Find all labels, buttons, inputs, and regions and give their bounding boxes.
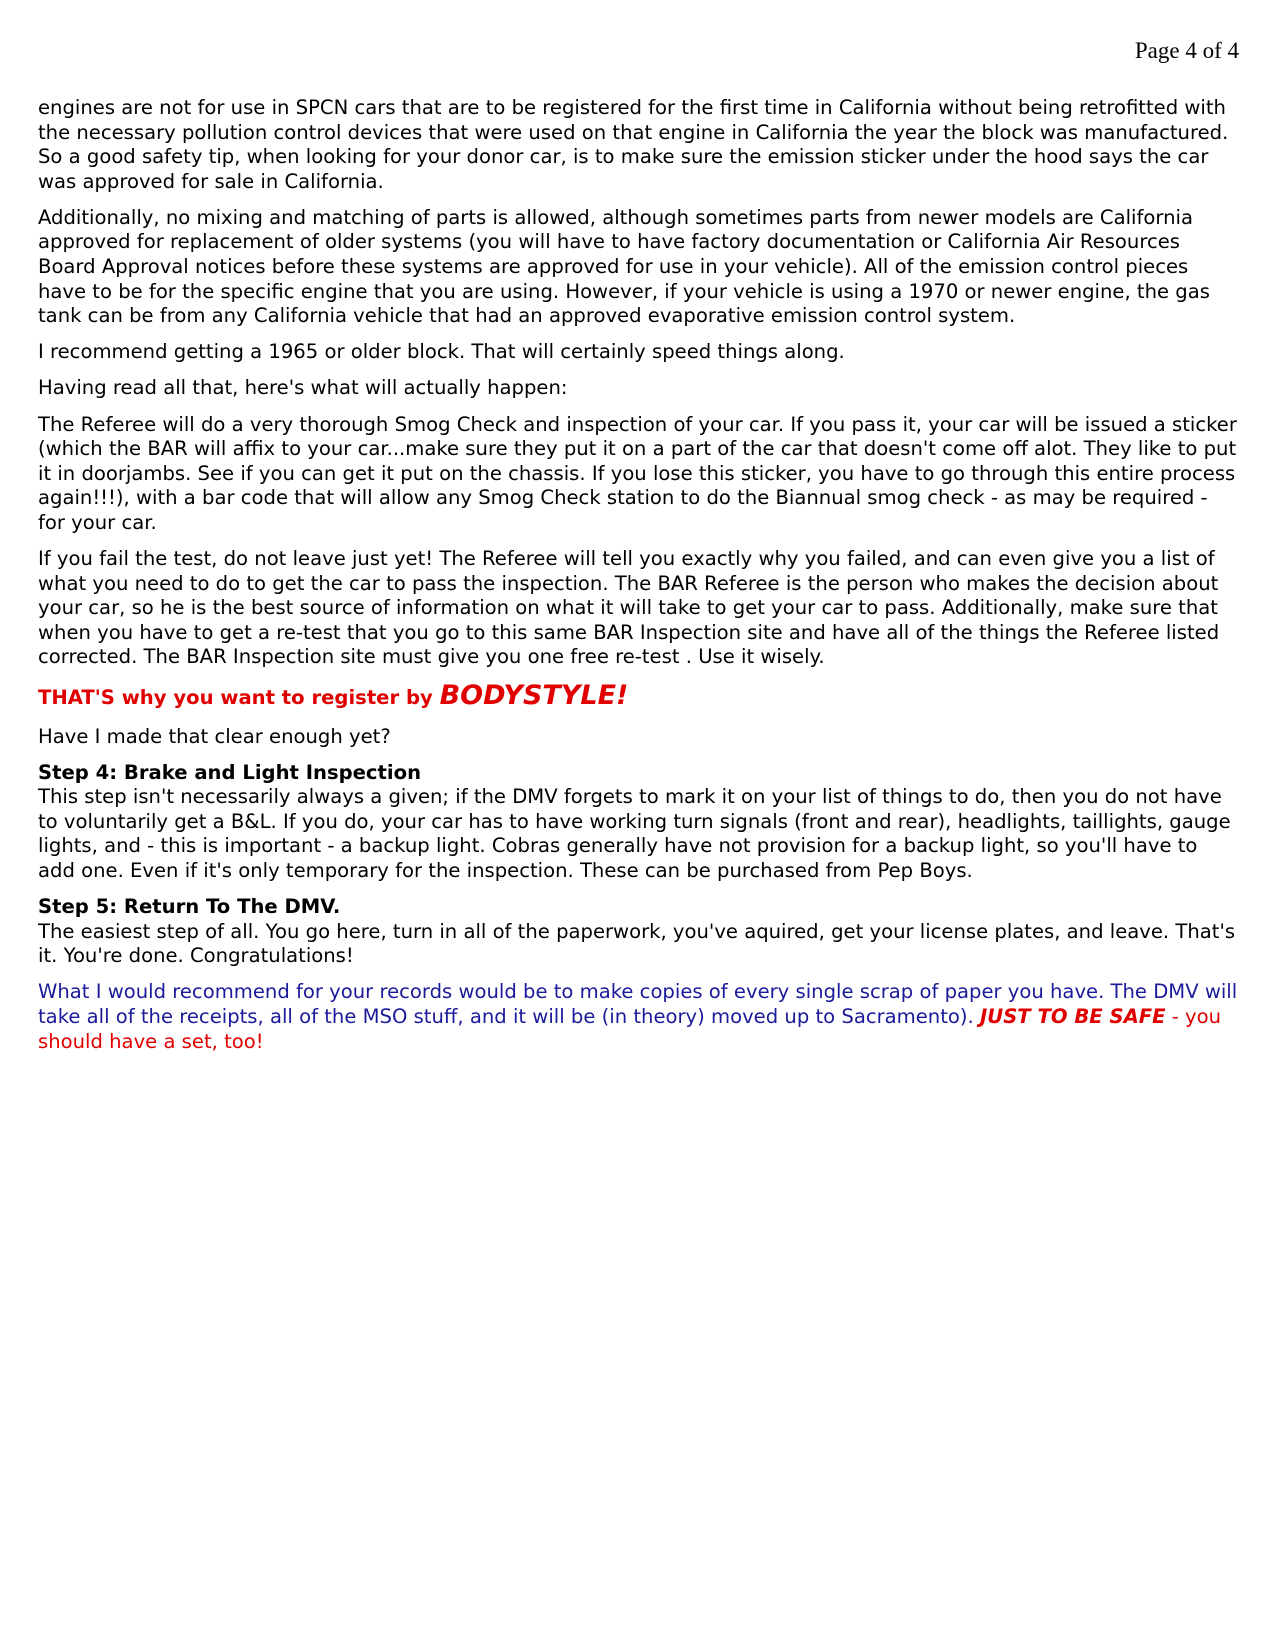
just-to-be-safe: JUST TO BE SAFE [980,1005,1166,1028]
step5-section [38,895,1240,969]
step4-section [38,761,1240,884]
step5-heading: Step 5: Return To The DMV. [38,895,341,919]
have-a-set-text: - you should have a set, too! [38,1005,1222,1053]
paragraph-mixing-parts: Additionally, no mixing and matching of parts is allowed, although sometimes parts from newer models are California approved for replacement of older systems (you will have to have factory documentation or California Air Resources Board Approval notices before these systems are approved for use in your vehicle). All of the emission control pieces have to be for the specific engine that you are using. However, if your vehicle is using a 1970 or newer engine, the gas tank can be from any California vehicle that had an approved evaporative emission control system. [38,205,1210,328]
paragraph-records-advice [38,980,1240,1054]
page-number: Page 4 of 4 [1134,38,1239,63]
paragraph-fail-test: If you fail the test, do not leave just yet! The Referee will tell you exactly why you failed, and can even give you a list of what you need to do to get the car to pass the inspection. The BAR Referee is the person who makes the decision about your car, so he is the best source of information on what it will take to get your car to pass. Additionally, make sure that when you have to get a re-test that you go to this same BAR Inspection site and have all of the things the Referee listed corrected. The BAR Inspection site must give you one free re-test . Use it wisely. [38,547,1220,669]
paragraph-clear-enough: Have I made that clear enough yet? [38,724,391,748]
step4-heading: Step 4: Brake and Light Inspection [38,760,422,784]
paragraph-having-read: Having read all that, here's what will actually happen: [38,376,568,400]
document-body [38,96,1240,1066]
emphasis-prefix: THAT'S why you want to register by [38,685,440,709]
bodystyle-emphasis [38,679,1240,711]
paragraph-referee-check: The Referee will do a very thorough Smog Check and inspection of your car. If you pass it, your car will be issued a sticker (which the BAR will affix to your car...make sure they put it on a part of the car that doesn't come off alot. They like to put it in doorjambs. See if you can get it put on the chassis. If you lose this sticker, you have to go through this entire process again!!!), with a bar code that will allow any Smog Check station to do the Biannual smog check - as may be required - for your car. [38,412,1237,534]
step5-body: The easiest step of all. You go here, turn in all of the paperwork, you've aquired, get your license plates, and leave. That's it. You're done. Congratulations! [38,919,1236,968]
records-advice-text: What I would recommend for your records would be to make copies of every single scrap of paper you have. The DMV will take all of the receipts, all of the MSO stuff, and it will be (in theory) moved up to Sacramento). [38,980,1238,1028]
step4-body: This step isn't necessarily always a given; if the DMV forgets to mark it on your list of things to do, then you do not have to voluntarily get a B&L. If you do, your car has to have working turn signals (front and rear), headlights, taillights, gauge lights, and - this is important - a backup light. Cobras generally have not provision for a backup light, so you'll have to add one. Even if it's only temporary for the inspection. These can be purchased from Pep Boys. [38,785,1231,883]
paragraph-engines: engines are not for use in SPCN cars that are to be registered for the first time in California without being retrofitted with the necessary pollution control devices that were used on that engine in California the year the block was manufactured. So a good safety tip, when looking for your donor car, is to make sure the emission sticker under the hood says the car was approved for sale in California. [38,96,1229,193]
emphasis-bodystyle: BODYSTYLE! [439,679,629,711]
paragraph-recommend-block: I recommend getting a 1965 or older block. That will certainly speed things along. [38,340,845,364]
